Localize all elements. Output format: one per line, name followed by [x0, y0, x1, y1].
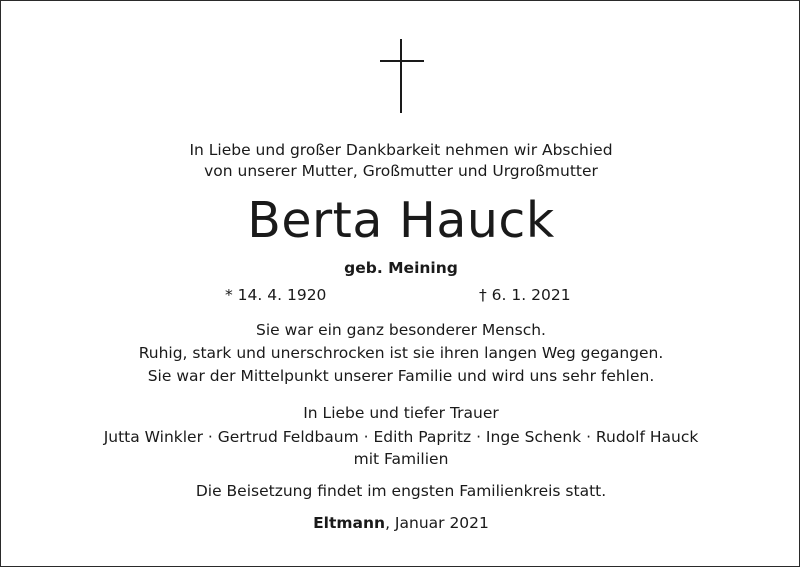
quote-line-1: Sie war ein ganz besonderer Mensch.: [256, 321, 546, 339]
deceased-name: Berta Hauck: [247, 192, 555, 249]
place-name: Eltmann: [313, 514, 386, 532]
birth-date: * 14. 4. 1920: [225, 286, 327, 304]
death-date: † 6. 1. 2021: [479, 286, 571, 304]
place-date: [1, 512, 800, 534]
intro-line-2: von unserer Mutter, Großmutter und Urgroßmutter: [204, 162, 598, 180]
mourners-names: Jutta Winkler · Gertrud Feldbaum · Edith Papritz · Inge Schenk · Rudolf Hauck: [103, 428, 699, 446]
date-text: , Januar 2021: [385, 514, 489, 532]
funeral-note: Die Beisetzung findet im engsten Familienkreis statt.: [195, 482, 607, 500]
intro-line-1: In Liebe und großer Dankbarkeit nehmen wir Abschied: [189, 141, 613, 159]
quote-line-3: Sie war der Mittelpunkt unserer Familie und wird uns sehr fehlen.: [147, 367, 655, 385]
cross-icon: [380, 39, 424, 113]
quote-line-2: Ruhig, stark und unerschrocken ist sie ihren langen Weg gegangen.: [138, 344, 664, 362]
mourners-suffix: mit Familien: [353, 450, 449, 468]
birth-name: geb. Meining: [344, 259, 458, 277]
mourners-heading: In Liebe und tiefer Trauer: [303, 404, 499, 422]
